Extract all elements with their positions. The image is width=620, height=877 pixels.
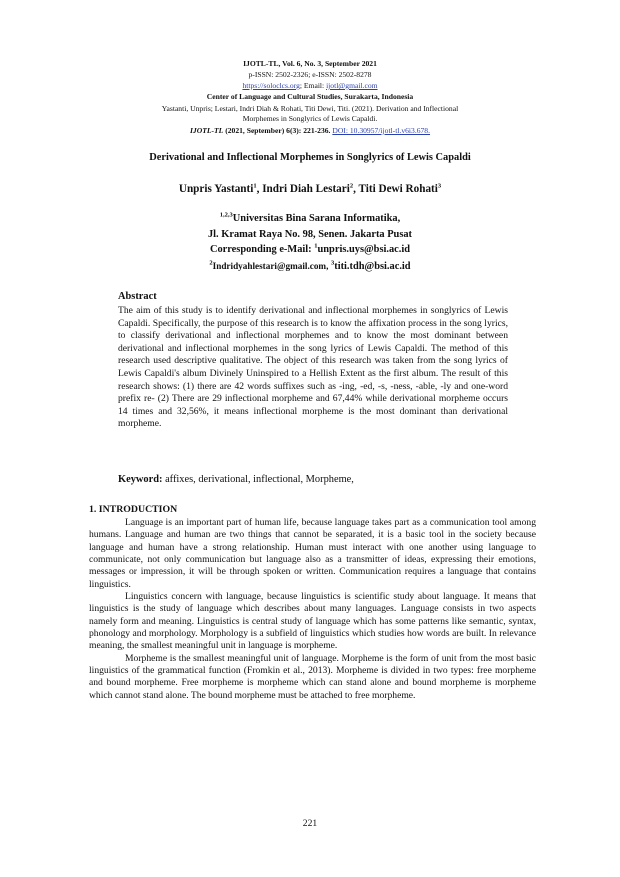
email-2[interactable]: Indridyahlestari@gmail.com, bbox=[212, 261, 329, 271]
email-2-sup: 2 bbox=[209, 259, 213, 267]
citation-details: (2021, September) 6(3): 221-236. bbox=[225, 126, 331, 135]
author-3-sup: 3 bbox=[437, 182, 442, 190]
paragraph-2: Linguistics concern with language, because linguistics is scientific study about language. It means that linguistics is the study of language which describes about many languages. Language consists in two aspects namely form and meaning. Linguistics is central study of language which has some patterns like semantic, syntax, phonology and morphology. Morphology is a subfield of linguistics which studies how words are built. In relevance meaning, the smallest meaningful unit in language is morpheme. bbox=[89, 591, 536, 652]
keywords-label: Keyword: bbox=[118, 474, 163, 485]
email-line bbox=[0, 258, 620, 275]
corresponding-email[interactable]: unpris.uys@bsi.ac.id bbox=[317, 244, 411, 255]
section-heading-introduction: 1. INTRODUCTION bbox=[89, 504, 178, 515]
contact-line: https://soloclcs.org; Email: ijotl@gmail.com bbox=[242, 81, 378, 90]
author-3: Titi Dewi Rohati bbox=[358, 183, 438, 195]
email-label: Email: bbox=[303, 81, 325, 90]
affiliation-sup: 1,2,3 bbox=[219, 211, 233, 219]
abstract-text: The aim of this study is to identify derivational and inflectional morphemes in songlyrics of Lewis Capaldi. Specifically, the purpose of this research is to know the affixation process in the song lyrics, to classify derivational and inflectional morphemes and to know the most dominant between derivational and inflectional morphemes in the song lyrics of Lewis Capaldi. The method of this research used descriptive qualitative. The object of this research was taken from the song lyrics of Lewis Capaldi's album Divinely Uninspired to a Hellish Extent as the first album. The result of this research shows: (1) there are 42 words suffixes such as -ing, -ed, -s, -ness, -able, -ly and one-word prefix re- (2) There are 29 inflectional morpheme and 67,44% while derivational morpheme occurs 14 times and 32,56%, it means inflectional morpheme is the most dominant than derivational morpheme. bbox=[118, 305, 508, 430]
author-list bbox=[0, 183, 620, 195]
author-2-sup: 2 bbox=[349, 182, 354, 190]
author-2: Indri Diah Lestari bbox=[262, 183, 350, 195]
paper-title: Derivational and Inflectional Morphemes in Songlyrics of Lewis Capaldi bbox=[149, 152, 471, 163]
corr-sup: 1 bbox=[314, 242, 318, 250]
introduction-body bbox=[89, 517, 536, 702]
corresponding-label: Corresponding e-Mail: bbox=[209, 244, 312, 255]
doi-link[interactable]: DOI: 10.30957/ijotl-tl.v6i3.678. bbox=[332, 126, 431, 135]
issn-line: p-ISSN: 2502-2326; e-ISSN: 2502-8278 bbox=[248, 70, 372, 79]
publisher-line: Center of Language and Cultural Studies, Surakarta, Indonesia bbox=[206, 92, 414, 101]
citation-journal: IJOTL-TL bbox=[189, 126, 224, 135]
author-1: Unpris Yastanti bbox=[178, 183, 254, 195]
citation-line-3 bbox=[0, 125, 620, 136]
university-name: Universitas Bina Sarana Informatika, bbox=[232, 213, 401, 224]
affiliation-address: Jl. Kramat Raya No. 98, Senen. Jakarta Pusat bbox=[207, 229, 413, 240]
paragraph-1: Language is an important part of human life, because language takes part as a communication tool among humans. Language and human are two things that cannot be separated, it is a basic tool in the society because language and human have a strong relationship. Human must interact with one another using language to communicate, not only communication but language also as a transmitter of ideas, expressing their emotions, messages or impression, it will be through spoken or written. Communication requires a language that contains linguistics. bbox=[89, 517, 536, 590]
paragraph-3: Morpheme is the smallest meaningful unit of language. Morpheme is the form of unit from the most basic linguistics of the grammatical function (Fromkin et al., 2013). Morpheme is divided in two types: free morpheme and bound morpheme. Free morpheme is morpheme which can stand alone and bound morpheme is morpheme which cannot stand alone. The bound morpheme must be attached to free morpheme. bbox=[89, 652, 536, 701]
author-sep: , bbox=[256, 183, 263, 195]
email-3-sup: 3 bbox=[330, 259, 335, 267]
journal-line: IJOTL-TL, Vol. 6, No. 3, September 2021 bbox=[243, 59, 377, 68]
citation-line-2: Morphemes in Songlyrics of Lewis Capaldi. bbox=[242, 114, 378, 123]
journal-url-link[interactable]: https://soloclcs.org bbox=[242, 81, 300, 90]
author-1-sup: 1 bbox=[253, 182, 257, 190]
journal-email-link[interactable]: ijotl@gmail.com bbox=[326, 81, 378, 90]
affiliation-univ bbox=[0, 211, 620, 227]
email-3[interactable]: titi.tdh@bsi.ac.id bbox=[334, 261, 411, 272]
abstract-heading: Abstract bbox=[118, 291, 157, 302]
author-sep: , bbox=[353, 183, 359, 195]
keywords-text: affixes, derivational, inflectional, Morpheme, bbox=[165, 474, 354, 485]
corresponding-line bbox=[0, 242, 620, 258]
keywords-line bbox=[118, 474, 354, 485]
page-number: 221 bbox=[302, 818, 318, 829]
citation-line-1: Yastanti, Unpris; Lestari, Indri Diah & Rohati, Titi Dewi, Titi. (2021). Derivation and Inflectional bbox=[161, 104, 459, 113]
